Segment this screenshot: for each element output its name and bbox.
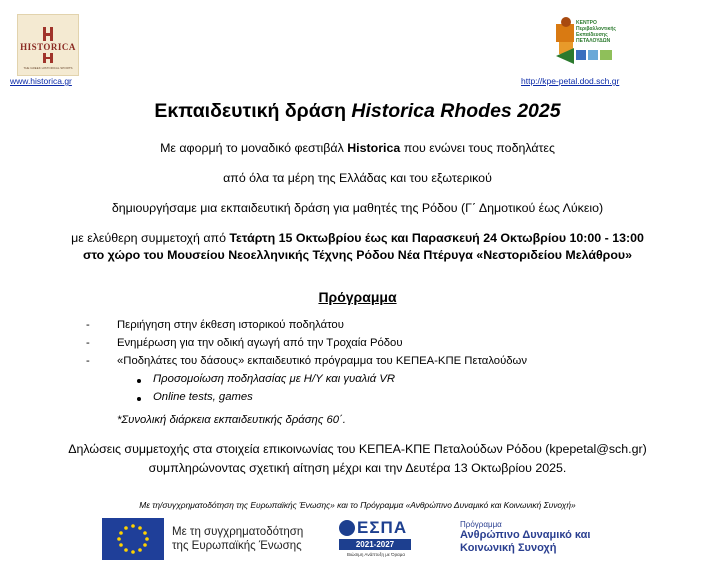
program-item	[86, 337, 646, 355]
program-item	[86, 355, 646, 373]
historica-link[interactable]: www.historica.gr	[10, 76, 72, 86]
intro-line-1-a: Με αφορμή το μοναδικό φεστιβάλ	[160, 141, 348, 155]
dash-marker: -	[86, 319, 90, 331]
registration-line-1: Δηλώσεις συμμετοχής στα στοιχεία επικοινωνίας του ΚΕΠΕΑ-ΚΠΕ Πεταλούδων Ρόδου (kpepetal@sch.gr)	[68, 442, 647, 456]
program-name-line-1: Ανθρώπινο Δυναμικό και	[460, 529, 591, 541]
espa-years: 2021-2027	[339, 539, 411, 550]
program-name-line-2: Κοινωνική Συνοχή	[460, 542, 557, 554]
intro-festival-name: Historica	[347, 141, 401, 155]
program-item-text: «Ποδηλάτες του δάσους» εκπαιδευτικό πρόγραμμα του ΚΕΠΕΑ-ΚΠΕ Πεταλούδων	[117, 355, 528, 367]
espa-logo	[339, 518, 413, 560]
espa-tagline: Βιώσιμη Ανάπτυξη με Όραμα	[347, 552, 405, 557]
program-item-text: Ενημέρωση για την οδική αγωγή από την Τροχαία Ρόδου	[117, 337, 403, 349]
intro-line-3: δημιουργήσαμε μια εκπαιδευτική δράση για μαθητές της Ρόδου (Γ΄ Δημοτικού έως Λύκειο)	[111, 201, 604, 215]
historica-logo-tagline: THE GREEK HISTORICAL SPORTS	[23, 66, 73, 70]
dash-marker: -	[86, 355, 90, 367]
eu-stars-icon	[102, 518, 164, 560]
title-event-name: Historica Rhodes 2025	[351, 100, 561, 122]
program-label: Πρόγραμμα	[460, 520, 502, 529]
program-heading: Πρόγραμμα	[318, 289, 397, 305]
program-subitem-text: Online tests, games	[153, 391, 253, 403]
program-subitem	[86, 373, 646, 391]
intro-line-4	[0, 231, 715, 245]
intro-dates: Τετάρτη 15 Οκτωβρίου έως και Παρασκευή 24 Οκτωβρίου 10:00 - 13:00	[229, 231, 644, 245]
intro-line-1-c: που ενώνει τους ποδηλάτες	[400, 141, 555, 155]
eu-text-line-1: Με τη συγχρηματοδότηση	[172, 526, 304, 538]
funding-note: Με τη/συγχρηματοδότηση της Ευρωπαϊκής Ένωσης» και το Πρόγραμμα «Ανθρώπινο Δυναμικό και Κοινωνική Συνοχή»	[139, 500, 576, 510]
program-item-text: Περιήγηση στην έκθεση ιστορικού ποδηλάτου	[117, 319, 344, 331]
intro-line-1	[0, 141, 715, 155]
eu-funding-banner	[102, 518, 329, 560]
eu-text-line-2: της Ευρωπαϊκής Ένωσης	[172, 540, 302, 552]
intro-line-4-a: με ελεύθερη συμμετοχή από	[71, 231, 230, 245]
program-logo	[460, 520, 620, 560]
dash-marker: -	[86, 337, 90, 349]
intro-line-2: από όλα τα μέρη της Ελλάδας και του εξωτερικού	[223, 171, 492, 185]
kpe-link[interactable]: http://kpe-petal.dod.sch.gr	[521, 76, 620, 86]
kpe-logo	[554, 14, 616, 66]
eu-flag	[102, 518, 164, 560]
historica-logo-text: HISTORICA	[20, 42, 76, 52]
program-subitem	[86, 391, 646, 409]
page-title	[0, 100, 715, 123]
program-item	[86, 319, 646, 337]
registration-line-2: συμπληρώνοντας σχετική αίτηση μέχρι και την Δευτέρα 13 Οκτωβρίου 2025.	[148, 461, 567, 475]
espa-title: ΕΣΠΑ	[357, 518, 408, 537]
intro-line-5: στο χώρο του Μουσείου Νεοελληνικής Τέχνης Ρόδου Νέα Πτέρυγα «Νεστοριδείου Μελάθρου»	[82, 248, 633, 262]
bullet-marker	[137, 379, 141, 383]
eu-text	[164, 525, 303, 553]
title-prefix: Εκπαιδευτική δράση	[154, 100, 352, 122]
program-subitem-text: Προσομοίωση ποδηλασίας με Η/Υ και γυαλιά VR	[153, 373, 396, 385]
espa-wave-icon	[339, 520, 355, 536]
program-list	[86, 319, 646, 409]
bullet-marker	[137, 397, 141, 401]
kpe-logo-text: ΚΕΝΤΡΟ Περιβαλλοντικής Εκπαίδευσης ΠΕΤΑΛΟΥΔΩΝ	[576, 20, 616, 44]
duration-note: *Συνολική διάρκεια εκπαιδευτικής δράσης 60΄.	[117, 414, 346, 426]
historica-logo	[17, 14, 79, 76]
